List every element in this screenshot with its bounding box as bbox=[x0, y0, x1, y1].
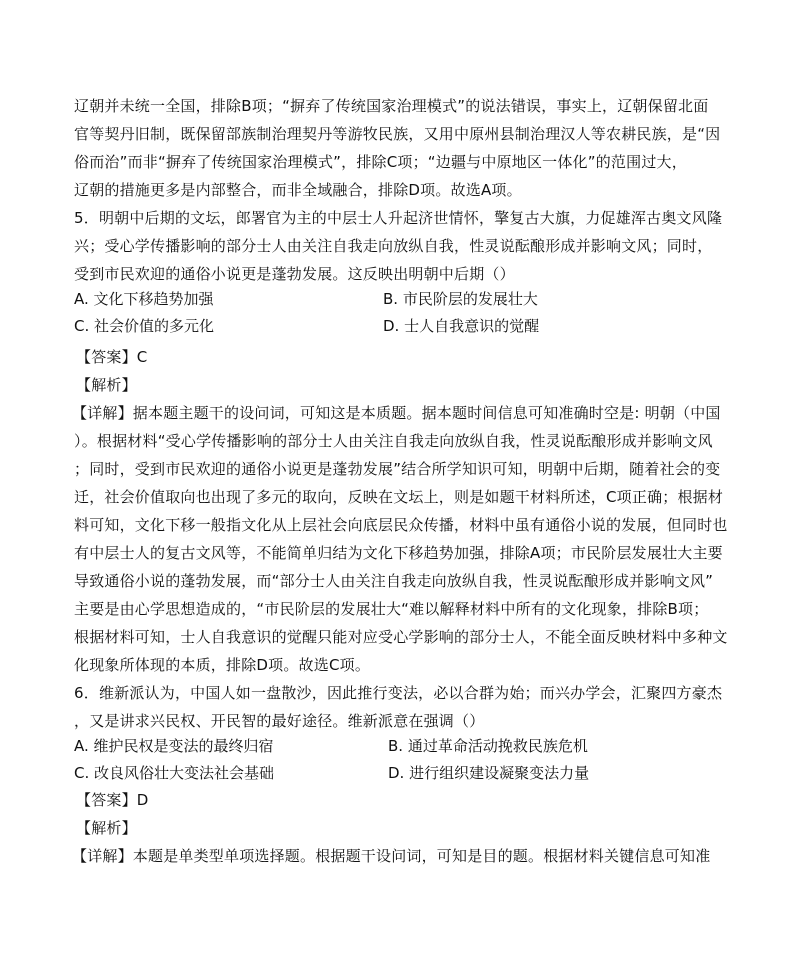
option-a: A. 维护民权是变法的最终归宿 bbox=[74, 737, 274, 755]
analysis-label: 【解析】 bbox=[76, 819, 137, 837]
detail-line: 料可知，文化下移一般指文化从上层社会向底层民众传播，材料中虽有通俗小说的发展，但同时也 bbox=[74, 516, 728, 534]
answer-label: 【答案】D bbox=[76, 791, 149, 809]
answer-label: 【答案】C bbox=[76, 348, 148, 366]
detail-line: 迁，社会价值取向也出现了多元的取向，反映在文坛上，则是如题干材料所述，C项正确；根据材 bbox=[74, 488, 724, 506]
option-d: D. 进行组织建设凝聚变法力量 bbox=[388, 764, 590, 782]
detail-line: 根据材料可知，士人自我意识的觉醒只能对应受心学影响的部分士人，不能全面反映材料中多种文 bbox=[74, 628, 728, 646]
detail-line: 化现象所体现的本质，排除D项。故选C项。 bbox=[74, 656, 371, 674]
detail-line: 【详解】本题是单类型单项选择题。根据题干设问词，可知是目的题。根据材料关键信息可知准 bbox=[72, 847, 711, 865]
detail-line: 主要是由心学思想造成的，“市民阶层的发展壮大“难以解释材料中所有的文化现象，排除B项； bbox=[74, 600, 709, 618]
analysis-label: 【解析】 bbox=[76, 376, 137, 394]
paragraph-line: 辽朝并未统一全国，排除B项；“摒弃了传统国家治理模式”的说法错误，事实上，辽朝保留北面 bbox=[74, 97, 709, 115]
paragraph-line: 辽朝的措施更多是内部整合，而非全域融合，排除D项。故选A项。 bbox=[74, 181, 522, 199]
option-b: B. 市民阶层的发展壮大 bbox=[383, 290, 538, 308]
option-a: A. 文化下移趋势加强 bbox=[74, 290, 214, 308]
detail-line: 有中层士人的复古文风等，不能简单归结为文化下移趋势加强，排除A项；市民阶层发展壮大主要 bbox=[74, 544, 723, 562]
question-5-stem: 受到市民欢迎的通俗小说更是蓬勃发展。这反映出明朝中后期（） bbox=[74, 265, 515, 283]
question-6-stem: 6．维新派认为，中国人如一盘散沙，因此推行变法，必以合群为始；而兴办学会，汇聚四方豪杰 bbox=[74, 684, 723, 702]
paragraph-line: 官等契丹旧制，既保留部族制治理契丹等游牧民族，又用中原州县制治理汉人等农耕民族，是“因 bbox=[74, 125, 721, 143]
detail-line: ；同时，受到市民欢迎的通俗小说更是蓬勃发展”结合所学知识可知，明朝中后期，随着社会的变 bbox=[74, 460, 721, 478]
question-6-stem: ，又是讲求兴民权、开民智的最好途径。维新派意在强调（） bbox=[74, 712, 485, 730]
paragraph-line: 俗而治”而非“摒弃了传统国家治理模式”，排除C项；“边疆与中原地区一体化”的范围过大， bbox=[74, 153, 687, 171]
detail-line: 导致通俗小说的蓬勃发展，而“部分士人由关注自我走向放纵自我，性灵说酝酿形成并影响文风” bbox=[74, 572, 714, 590]
option-c: C. 社会价值的多元化 bbox=[74, 317, 215, 335]
option-b: B. 通过革命活动挽救民族危机 bbox=[388, 737, 588, 755]
question-5-stem: 5．明朝中后期的文坛，郎署官为主的中层士人升起济世情怀，擎复古大旗，力促雄浑古奥文风隆 bbox=[74, 209, 723, 227]
option-d: D. 士人自我意识的觉醒 bbox=[383, 317, 540, 335]
detail-line: ）。根据材料“受心学传播影响的部分士人由关注自我走向放纵自我，性灵说酝酿形成并影响文风 bbox=[74, 432, 713, 450]
option-c: C. 改良风俗壮大变法社会基础 bbox=[74, 764, 275, 782]
detail-line: 【详解】据本题主题干的设问词，可知这是本质题。据本题时间信息可知准确时空是: 明朝（中国 bbox=[72, 404, 721, 422]
question-5-stem: 兴；受心学传播影响的部分士人由关注自我走向放纵自我，性灵说酝酿形成并影响文风；同时， bbox=[74, 237, 713, 255]
